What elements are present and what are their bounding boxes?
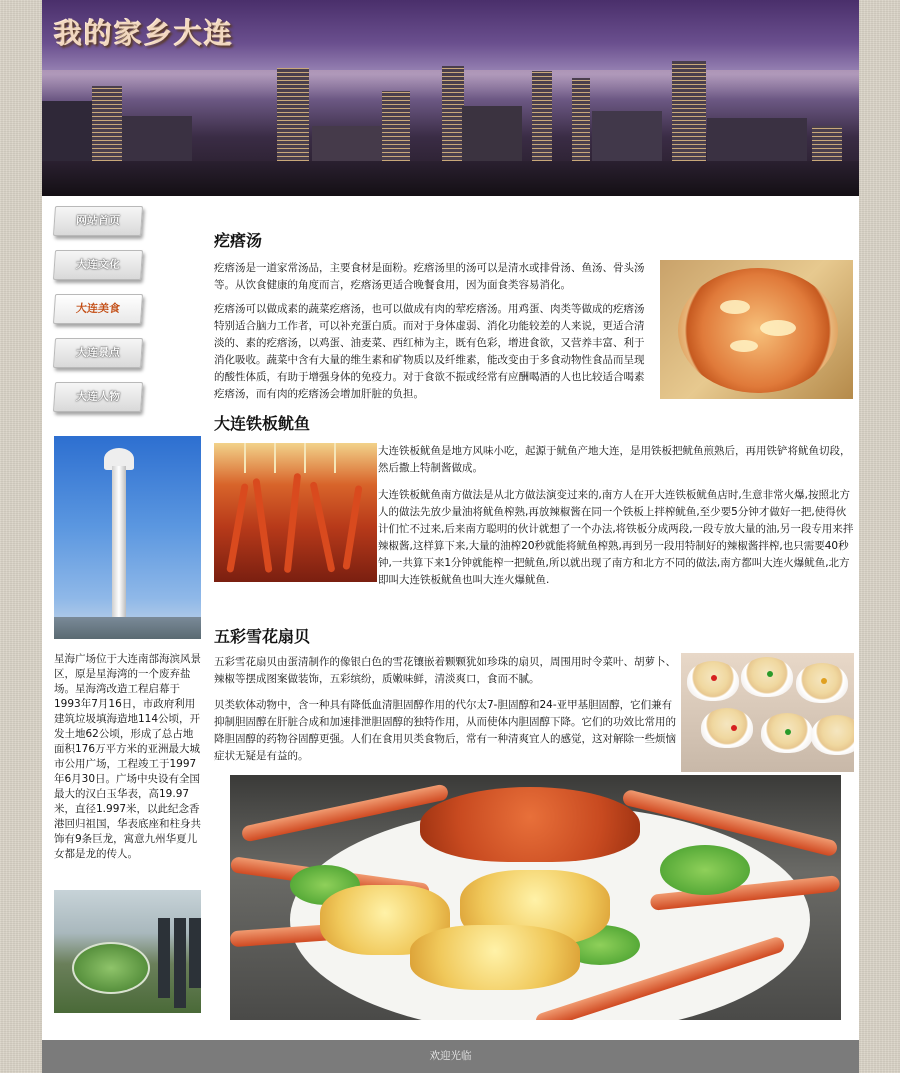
soup-paragraph-1: 疙瘩汤是一道家常汤品，主要食材是面粉。疙瘩汤里的汤可以是清水或排骨汤、鱼汤、骨头汤等。从饮食健康的角度而言，疙瘩汤更适合晚餐食用，因为面食类容易消化。 [214, 262, 645, 291]
soup-egg [760, 320, 796, 336]
scallop-garnish [785, 729, 791, 735]
header-banner [42, 0, 859, 196]
monument-city [54, 617, 201, 639]
nav-item-food[interactable]: 大连美食 [53, 294, 143, 324]
scallop-garnish [821, 678, 827, 684]
nav-item-attractions[interactable]: 大连景点 [53, 338, 143, 368]
squid-leg [284, 473, 301, 573]
square-aerial-image [54, 890, 201, 1013]
aerial-tower [158, 918, 170, 998]
nav-item-people[interactable]: 大连人物 [53, 382, 143, 412]
section-title-soup: 疙瘩汤 [214, 231, 263, 250]
squid-stick [274, 443, 276, 473]
squid-stick [244, 443, 246, 473]
banner-ground [42, 161, 859, 196]
crab-cheese [410, 925, 580, 990]
scallop-shell [811, 715, 854, 755]
xinghai-monument-image [54, 436, 201, 639]
sidebar-nav [54, 206, 154, 426]
scallop-garnish [731, 725, 737, 731]
scallop-shell [741, 657, 793, 697]
crab-shell [420, 787, 640, 862]
scallop-image [681, 653, 854, 772]
scallop-garnish [711, 675, 717, 681]
section-title-scallop: 五彩雪花扇贝 [214, 627, 311, 646]
aerial-tower [174, 918, 186, 1008]
soup-egg [730, 340, 758, 352]
scallop-paragraph-1: 五彩雪花扇贝由蛋清制作的像银白色的雪花镶嵌着颗颗犹如珍珠的扇贝，周围用时令菜叶、胡萝卜、辣椒等摆成图案做装饰，五彩缤纷，质嫩味鲜，清淡爽口，食而不腻。 [214, 656, 676, 685]
footer-text: 欢迎光临 [429, 1050, 472, 1062]
soup-image [660, 260, 853, 399]
soup-paragraph-2: 疙瘩汤可以做成素的蔬菜疙瘩汤，也可以做成有肉的荤疙瘩汤。用鸡蛋、肉类等做成的疙瘩汤特别适合脑力工作者，可以补充蛋白质。而对于身体虚弱、消化功能较差的人来说，更适合清淡的、素的疙瘩汤，以鸡蛋、油麦菜、西红柿为主，既有色彩，增进食欲，又营养丰富、利于消化吸收。蔬菜中含有大量的维生素和矿物质以及纤维素，能改变由于多食动物性食品而呈现的酸性体质，有助于增强身体的免疫力。对于食欲不振或经常有应酬喝酒的人也比较适合喝素疙瘩汤，而有肉的疙瘩汤会增加肝脏的负担。 [214, 303, 645, 400]
squid-image [214, 443, 377, 582]
page-container [42, 0, 859, 1073]
soup-egg [720, 300, 750, 314]
scallop-shell [701, 708, 753, 748]
aerial-square [72, 942, 150, 994]
sidebar-description: 星海广场位于大连南部海滨风景区，原是星海湾的一个废弃盐场。星海湾改造工程启幕于1993年7月16日，市政府利用建筑垃圾填海造地114公顷，开发土地62公顷，形成了总占地面积176万平方米的亚洲最大城市公用广场，工程竣工于1997年6月30日。广场中央设有全国最大的汉白玉华表，高19.97米，直径1.997米，以此纪念香港回归祖国，华表底座和柱身共饰有9条巨龙，寓意九州华夏儿女都是龙的传人。 [54, 653, 201, 860]
nav-item-home[interactable]: 网站首页 [53, 206, 143, 236]
squid-paragraph-1: 大连铁板鱿鱼是地方风味小吃，起源于鱿鱼产地大连，是用铁板把鱿鱼煎熟后，再用铁铲将鱿鱼切段，然后撒上特制酱做成。 [378, 445, 851, 474]
crab-lettuce [660, 845, 750, 895]
nav-item-culture[interactable]: 大连文化 [53, 250, 143, 280]
squid-leg [342, 485, 362, 570]
scallop-garnish [767, 671, 773, 677]
squid-paragraph-2: 大连铁板鱿鱼南方做法是从北方做法演变过来的,南方人在开大连铁板鱿鱼店时,生意非常火爆,按照北方人的做法先放少量油将鱿鱼榨熟,再放辣椒酱在同一个铁板上拌榨鱿鱼,至少要5分钟才做好一把,使得伙计们忙不过来,后来南方聪明的伙计就想了一个办法,将铁板分成两段,一段专放大量的油,另一段专用来拌辣椒酱,这样算下来,大量的油榨20秒就能将鱿鱼榨熟,再到另一段用特制好的辣椒酱拌榨,也只需要40秒钟,一共算下来1分钟就能榨一把鱿鱼,所以就出现了南方和北方不同的做法,南方都叫大连火爆鱿鱼,北方即叫大连铁板鱿鱼也叫大连火爆鱿鱼. [378, 489, 854, 586]
soup-bowl [678, 268, 838, 393]
footer [42, 1040, 859, 1073]
squid-leg [252, 478, 272, 573]
squid-leg [310, 481, 336, 572]
scallop-paragraph-2: 贝类软体动物中，含一种具有降低血清胆固醇作用的代尔太7-胆固醇和24-亚甲基胆固醇，它们兼有抑制胆固醇在肝脏合成和加速排泄胆固醇的独特作用，从而使体内胆固醇下降。它们的功效比常用的降胆固醇的药物谷固醇更强。人们在食用贝类食物后，常有一种清爽宜人的感觉，这对解除一些烦恼症状无疑是有益的。 [214, 699, 676, 762]
banner-title: 我的家乡大连 [54, 17, 235, 50]
crab-image [230, 775, 841, 1020]
section-title-squid: 大连铁板鱿鱼 [214, 414, 311, 433]
squid-stick [334, 443, 336, 473]
squid-stick [304, 443, 306, 473]
scallop-shell [687, 661, 739, 701]
squid-leg [226, 483, 249, 573]
aerial-tower [189, 918, 201, 988]
monument-column [112, 466, 126, 631]
